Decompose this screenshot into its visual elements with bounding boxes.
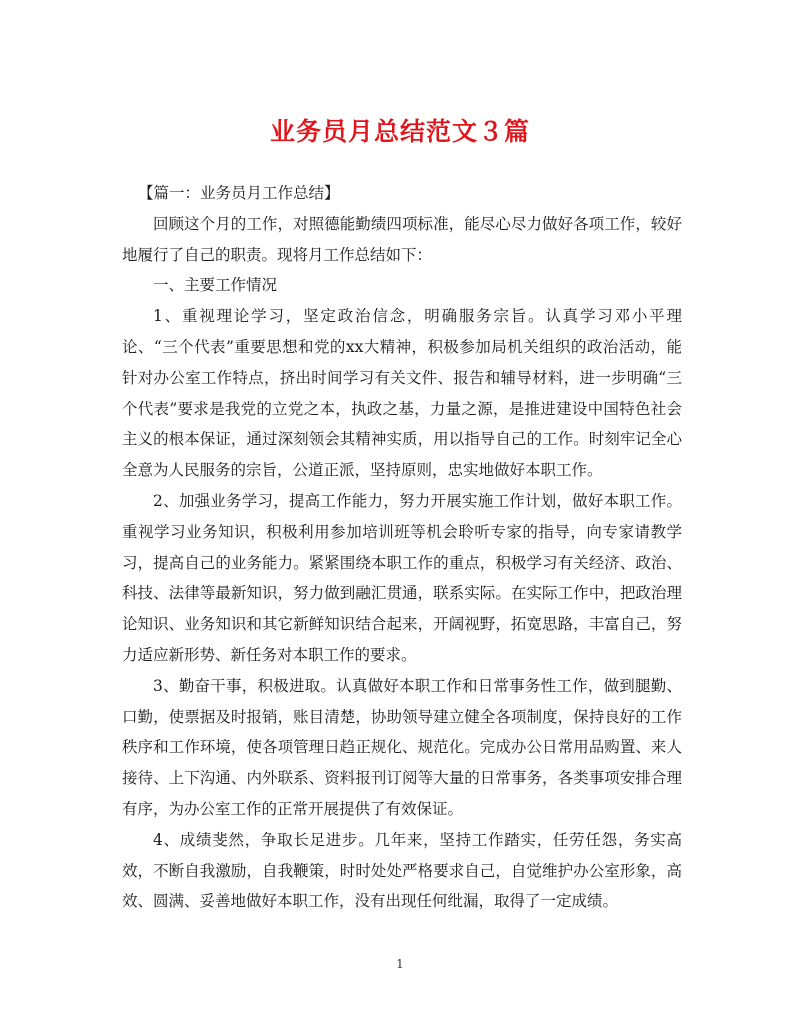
section-heading: 【篇一：业务员月工作总结】: [138, 184, 340, 202]
paragraph-item-1: 1、重视理论学习，坚定政治信念，明确服务宗旨。认真学习邓小平理论、“三个代表”重要思想和党的xx大精神，积极参加局机关组织的政治活动，能针对办公室工作特点，挤出时间学习有关文件、报告和辅导材料，进一步明确“三个代表”要求是我党的立党之本，执政之基，力量之源，是推进建设中国特色社会主义的根本保证，通过深刻领会其精神实质，用以指导自己的工作。时刻牢记全心全意为人民服务的宗旨，公道正派，坚持原则，忠实地做好本职工作。: [122, 307, 682, 480]
page-number: 1: [396, 957, 404, 971]
paragraph-item-4: 4、成绩斐然，争取长足进步。几年来，坚持工作踏实，任劳任怨，务实高效，不断自我激励，自我鞭策，时时处处严格要求自己，自觉维护办公室形象，高效、圆满、妥善地做好本职工作，没有出现任何纰漏，取得了一定成绩。: [122, 830, 682, 911]
paragraph-main-work-heading: 一、主要工作情况: [153, 276, 278, 295]
document-title: 业务员月总结范文３篇: [269, 117, 530, 146]
paragraph-item-3: 3、勤奋干事，积极进取。认真做好本职工作和日常事务性工作，做到腿勤、口勤，使票据及时报销，账目清楚，协助领导建立健全各项制度，保持良好的工作秩序和工作环境，使各项管理日趋正规化、规范化。完成办公日常用品购置、来人接待、上下沟通、内外联系、资料报刊订阅等大量的日常事务，各类事项安排合理有序，为办公室工作的正常开展提供了有效保证。: [122, 676, 682, 818]
document-body: [122, 178, 682, 917]
paragraph-item-2: 2、加强业务学习，提高工作能力，努力开展实施工作计划，做好本职工作。重视学习业务知识，积极利用参加培训班等机会聆听专家的指导，向专家请教学习，提高自己的业务能力。紧紧围绕本职工作的重点，积极学习有关经济、政治、科技、法律等最新知识，努力做到融汇贯通，联系实际。在实际工作中，把政治理论知识、业务知识和其它新鲜知识结合起来，开阔视野，拓宽思路，丰富自己，努力适应新形势、新任务对本职工作的要求。: [122, 491, 682, 664]
paragraph-intro: 回顾这个月的工作，对照德能勤绩四项标准，能尽心尽力做好各项工作，较好地履行了自己的职责。现将月工作总结如下：: [122, 214, 682, 264]
